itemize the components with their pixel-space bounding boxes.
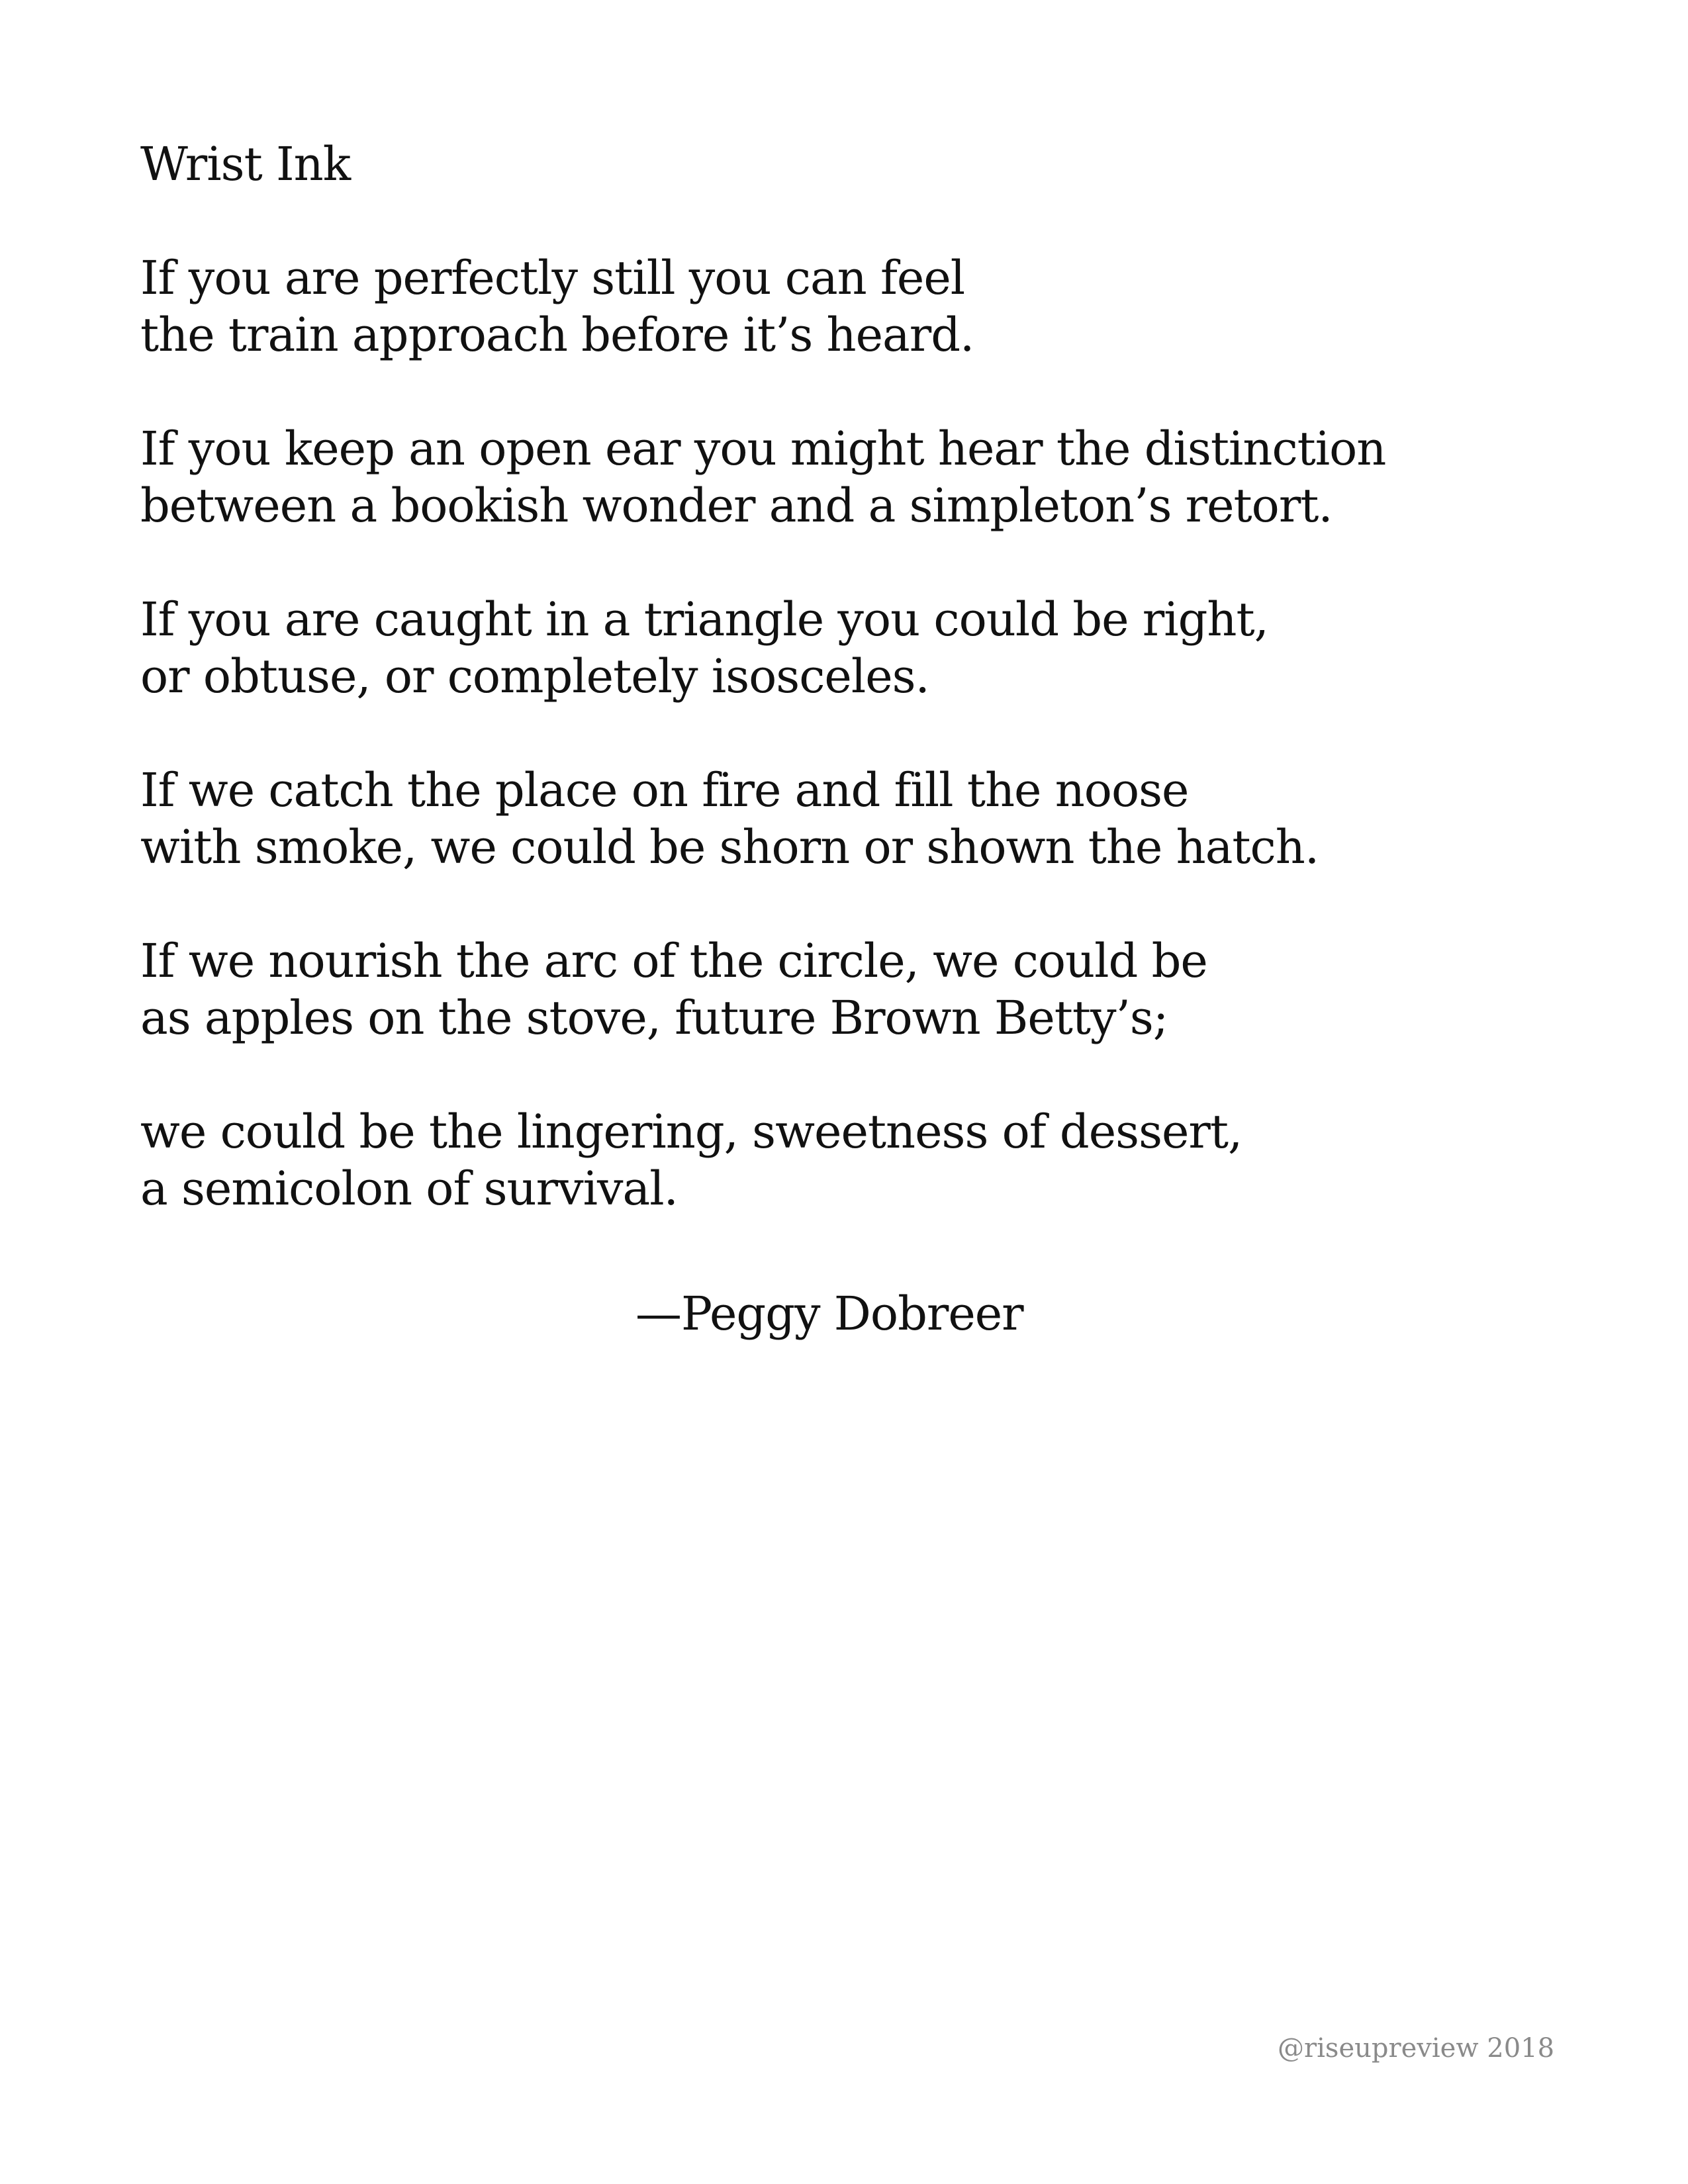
stanza-4 (140, 762, 1564, 876)
poem-title: Wrist Ink (140, 137, 351, 191)
stanza-2 (140, 420, 1564, 534)
poem-line: or obtuse, or completely isosceles. (140, 649, 929, 704)
stanza-6 (140, 1103, 1564, 1217)
poem-line: the train approach before it’s heard. (140, 308, 974, 362)
poem-line: If you are perfectly still you can feel (140, 251, 965, 305)
poem-line: we could be the lingering, sweetness of dessert, (140, 1105, 1243, 1159)
poem-line: a semicolon of survival. (140, 1161, 678, 1216)
poem-line: between a bookish wonder and a simpleton’s retort. (140, 478, 1333, 533)
stanza-1 (140, 250, 1564, 363)
poem-body (140, 136, 1564, 1274)
poem-author: —Peggy Dobreer (635, 1287, 1023, 1341)
footer-credit: @riseupreview 2018 (1278, 2033, 1555, 2064)
poem-line: with smoke, we could be shorn or shown the hatch. (140, 820, 1319, 874)
stanza-3 (140, 591, 1564, 705)
poem-line: If you are caught in a triangle you could be right, (140, 592, 1268, 647)
poem-line: If you keep an open ear you might hear the distinction (140, 422, 1386, 476)
poem-line: as apples on the stove, future Brown Betty’s; (140, 991, 1168, 1045)
stanza-5 (140, 933, 1564, 1046)
poem-line: If we nourish the arc of the circle, we could be (140, 934, 1207, 988)
poem-line: If we catch the place on fire and fill the noose (140, 763, 1189, 817)
